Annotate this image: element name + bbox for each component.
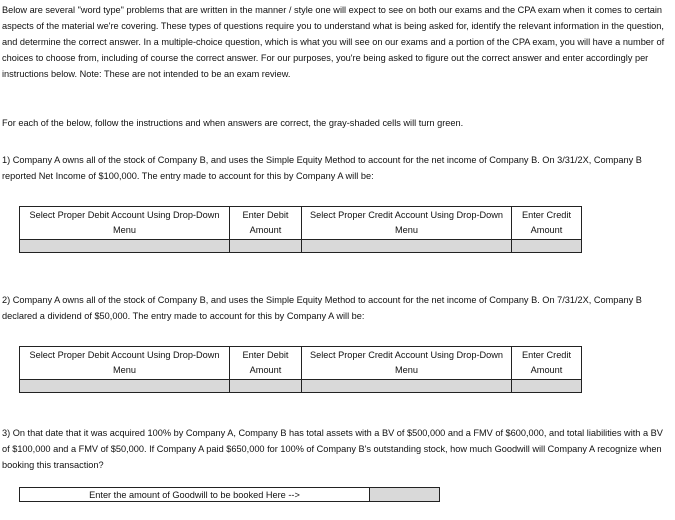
- question-1-text: 1) Company A owns all of the stock of Company B, and uses the Simple Equity Method to account for the net income of Company B. On 3/31/2X, Company B reported Net Income of $100,000. The entry made to account for this by Company A will be:: [2, 155, 642, 181]
- credit-amount-header: Enter Credit Amount: [512, 347, 582, 380]
- instructions-paragraph: For each of the below, follow the instructions and when answers are correct, the gray-shaded cells will turn green.: [2, 118, 464, 128]
- debit-amount-input[interactable]: [230, 240, 302, 253]
- answer-row: [20, 380, 582, 393]
- intro-paragraph: Below are several "word type" problems that are written in the manner / style one will expect to see on both our exams and the CPA exam when it comes to certain aspects of the material we're covering. These types of questions require you to understand what is being asked for, identify the relevant information in the question, and determine the correct answer. In a multiple-choice question, which is what you will see on our exams and a portion of the CPA exam, you will have a number of choices to choose from, including of course the correct answer. For our purposes, you're being asked to figure out the correct answer and enter accordingly per instructions below. Note: These are not intended to be an exam review.: [2, 5, 665, 79]
- question-1-entry-table: [19, 206, 582, 253]
- credit-amount-input[interactable]: [512, 380, 582, 393]
- credit-account-dropdown[interactable]: [302, 240, 512, 253]
- credit-amount-input[interactable]: [512, 240, 582, 253]
- debit-amount-header: Enter Debit Amount: [230, 347, 302, 380]
- debit-account-dropdown[interactable]: [20, 240, 230, 253]
- question-2-entry-table: [19, 346, 582, 393]
- goodwill-label: Enter the amount of Goodwill to be booked Here -->: [20, 488, 370, 502]
- credit-account-header: Select Proper Credit Account Using Drop-Down Menu: [302, 207, 512, 240]
- goodwill-amount-input[interactable]: [370, 488, 440, 502]
- goodwill-entry-table: [19, 487, 440, 502]
- question-3-text: 3) On that date that it was acquired 100% by Company A, Company B has total assets with a BV of $500,000 and a FMV of $600,000, and total liabilities with a BV of $100,000 and a FMV of $50,000. If Company A paid $650,000 for 100% of Company B's outstanding stock, how much Goodwill will Company A recognize when booking this transaction?: [2, 428, 663, 470]
- question-2-text: 2) Company A owns all of the stock of Company B, and uses the Simple Equity Method to account for the net income of Company B. On 7/31/2X, Company B declared a dividend of $50,000. The entry made to account for this by Company A will be:: [2, 295, 642, 321]
- debit-amount-header: Enter Debit Amount: [230, 207, 302, 240]
- credit-account-header: Select Proper Credit Account Using Drop-Down Menu: [302, 347, 512, 380]
- header-row: [20, 207, 582, 240]
- debit-amount-input[interactable]: [230, 380, 302, 393]
- debit-account-header: Select Proper Debit Account Using Drop-Down Menu: [20, 347, 230, 380]
- credit-account-dropdown[interactable]: [302, 380, 512, 393]
- answer-row: [20, 240, 582, 253]
- header-row: [20, 347, 582, 380]
- debit-account-dropdown[interactable]: [20, 380, 230, 393]
- credit-amount-header: Enter Credit Amount: [512, 207, 582, 240]
- debit-account-header: Select Proper Debit Account Using Drop-Down Menu: [20, 207, 230, 240]
